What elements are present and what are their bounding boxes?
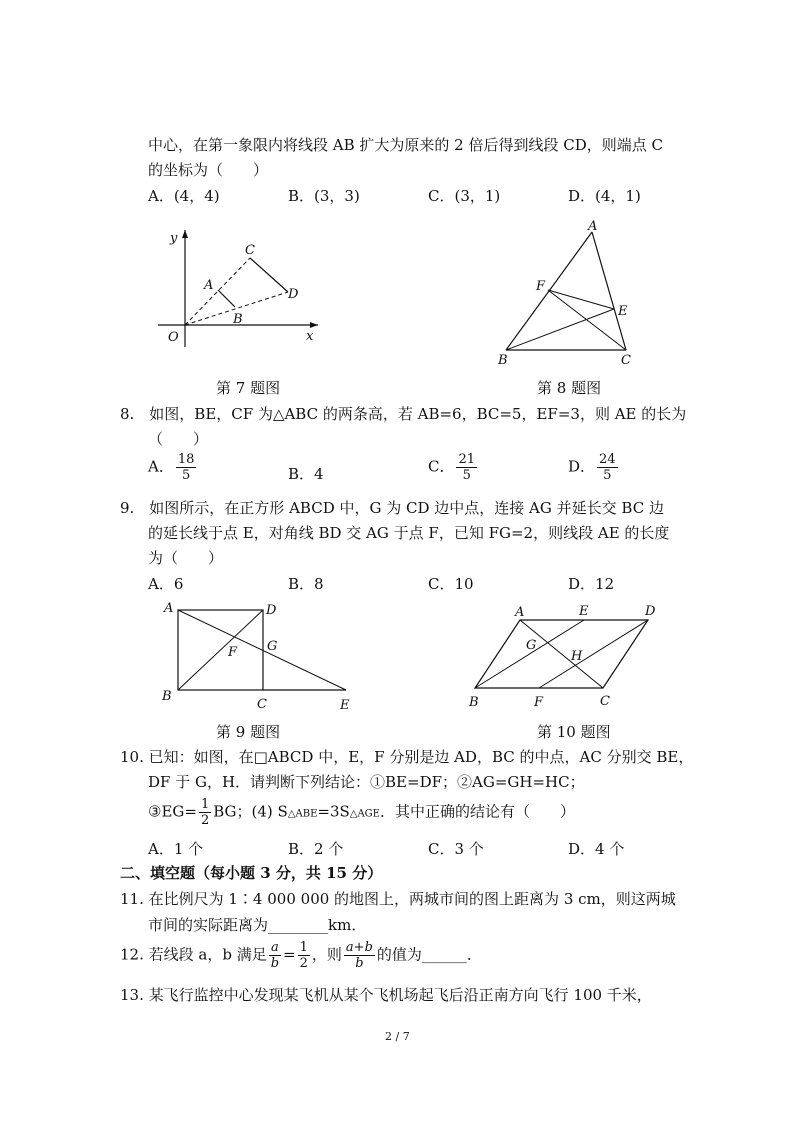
fig9-label-b: B: [162, 689, 172, 704]
q9-option-a: A．6: [148, 575, 184, 593]
q9-line2: 的延长线于点 E，对角线 BD 交 AG 于点 F，已知 FG=2，则线段 AE 的长度: [148, 524, 670, 542]
q8-line1: 8. 如图，BE，CF 为△ABC 的两条高，若 AB=6，BC=5，EF=3，则 AE 的长为: [120, 405, 687, 423]
fig10-label-h: H: [571, 649, 583, 664]
fig9-label-g: G: [267, 639, 278, 654]
q9-option-b: B．8: [288, 575, 324, 593]
fig9-label-c: C: [257, 697, 267, 712]
fig7-label-y: y: [170, 231, 178, 246]
q9-line1: 9. 如图所示，在正方形 ABCD 中，G 为 CD 边中点，连接 AG 并延长交 BC 边: [120, 499, 664, 517]
figure-7: [150, 222, 330, 352]
q10-option-c: C．3 个: [428, 840, 484, 858]
fig10-label-f: F: [534, 695, 544, 710]
q12-line: 12. 若线段 a，b 满足 $\frac{a}{b}$ = $\frac{1}{2}$ ，则 $\frac{a+b}{b}$ 的值为______．: [120, 940, 482, 971]
figure-9: [158, 598, 358, 713]
q9-option-c: C．10: [428, 575, 474, 593]
q7-option-b: B．(3，3): [288, 187, 360, 205]
fig9-label-e: E: [340, 698, 350, 713]
fig7-label-a: A: [204, 278, 214, 293]
fig10-label-e: E: [579, 604, 589, 619]
q8-line2: （ ）: [148, 430, 209, 448]
q10-line2: DF 于 G，H．请判断下列结论：①BE=DF；②AG=GH=HC；: [148, 773, 585, 791]
fig9-caption: 第 9 题图: [216, 723, 281, 741]
figure-10: [465, 598, 670, 713]
fig10-label-d: D: [645, 604, 656, 619]
q7-option-d: D．(4，1): [568, 187, 641, 205]
fig7-label-o: O: [168, 330, 179, 345]
q8-option-b: B．4: [288, 465, 324, 483]
q9-line3: 为（ ）: [148, 549, 224, 567]
fig9-label-a: A: [164, 601, 174, 616]
fig8-caption: 第 8 题图: [537, 379, 602, 397]
q11-line2: 市间的实际距离为________km．: [148, 916, 367, 934]
fig8-label-b: B: [498, 353, 508, 368]
section-heading: 二、填空题（每小题 3 分，共 15 分）: [120, 864, 383, 882]
fig9-label-d: D: [266, 603, 277, 618]
q10-line1: 10. 已知：如图，在□ABCD 中，E，F 分别是边 AD，BC 的中点，AC 分别交 BE，: [120, 748, 694, 766]
q8-option-c: C． $\frac{21}{5}$: [428, 452, 476, 483]
fig8-label-f: F: [536, 279, 546, 294]
fig7-label-b: B: [233, 312, 243, 327]
q10-line3: ③EG= $\frac{1}{2}$ BG；(4) S△ABE=3S△AGE．其中正确的结论有（ ）: [148, 797, 575, 828]
figure-8: [490, 218, 640, 368]
fig10-label-a: A: [515, 605, 525, 620]
q11-line1: 11. 在比例尺为 1∶4 000 000 的地图上，两城市间的图上距离为 3 cm，则这两城: [120, 890, 676, 908]
fig8-label-c: C: [621, 353, 631, 368]
fig8-label-a: A: [588, 219, 598, 234]
fig7-label-d: D: [288, 287, 299, 302]
fig9-label-f: F: [228, 645, 238, 660]
q8-option-d: D． $\frac{24}{5}$: [568, 452, 616, 483]
q7-option-a: A．(4，4): [148, 187, 220, 205]
q13-line1: 13. 某飞行监控中心发现某飞机从某个飞机场起飞后沿正南方向飞行 100 千米，: [120, 986, 652, 1004]
fig10-label-b: B: [469, 695, 479, 710]
q7-line1: 中心，在第一象限内将线段 AB 扩大为原来的 2 倍后得到线段 CD，则端点 C: [148, 136, 663, 154]
fig7-label-c: C: [245, 243, 255, 258]
page-number: 2 / 7: [385, 1030, 410, 1043]
q9-option-d: D．12: [568, 575, 615, 593]
q10-option-a: A．1 个: [148, 840, 204, 858]
fig7-label-x: x: [306, 329, 314, 344]
q10-option-b: B．2 个: [288, 840, 344, 858]
q10-option-d: D．4 个: [568, 840, 625, 858]
q8-option-a: A． $\frac{18}{5}$: [148, 452, 195, 483]
fig10-caption: 第 10 题图: [537, 723, 611, 741]
q7-line2: 的坐标为（ ）: [148, 161, 269, 179]
fig10-label-c: C: [600, 694, 610, 709]
fig10-label-g: G: [526, 638, 537, 653]
fig7-caption: 第 7 题图: [216, 379, 281, 397]
fig8-label-e: E: [618, 304, 628, 319]
q7-option-c: C．(3，1): [428, 187, 501, 205]
